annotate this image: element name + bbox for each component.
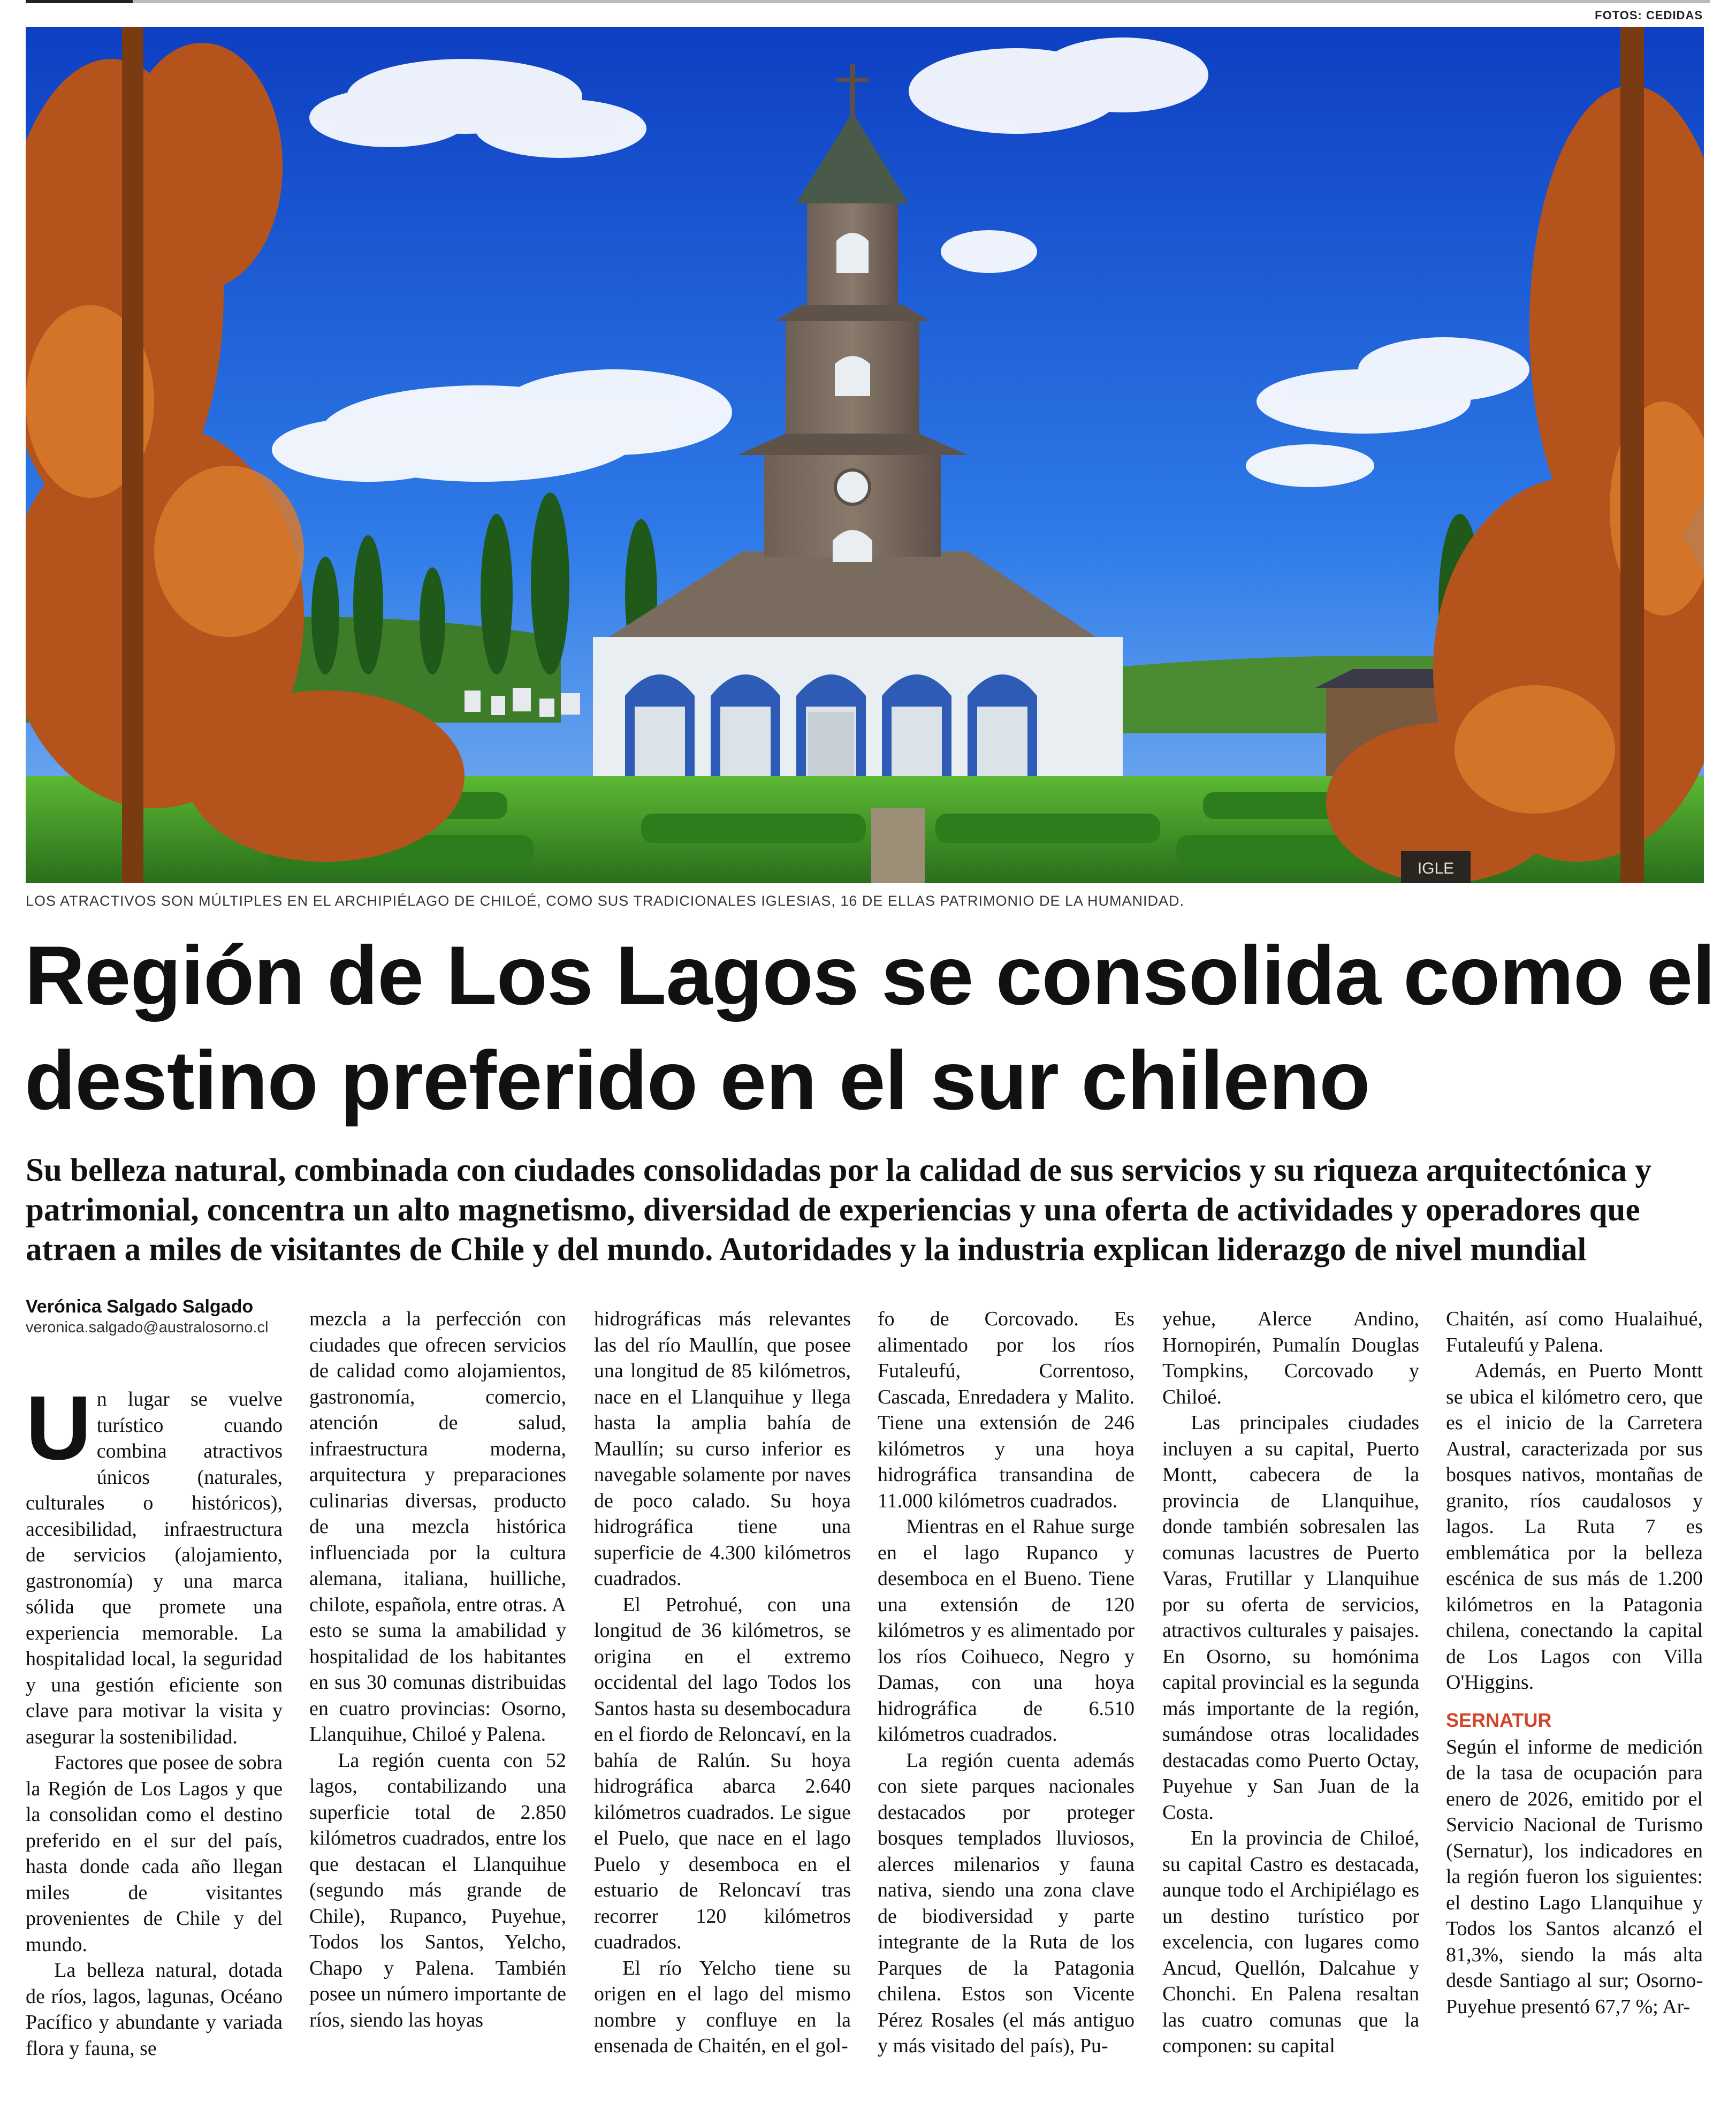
paragraph: mezcla a la perfección con ciudades que ofrecen servicios de calidad como alojamientos, gastronomía, comercio, atención de salud, infraestructura moderna, arquitectura y preparaciones culinarias diversas, producto de una mezcla histórica influenciada por la cultura alemana, italiana, huilliche, chilote, española, entre otras. A esto se suma la amabilidad y hospitalidad de los habitantes en sus 30 comunas distribuidas en cuatro provincias: Osorno, Llanquihue, Chiloé y Palena. xyxy=(309,1308,566,1746)
paragraph: La región cuenta además con siete parques nacionales destacados por proteger bosques templados lluviosos, alerces milenarios y fauna nativa, siendo una zona clave de biodiversidad y parte integrante de la Ruta de los Parques de la Patagonia chilena. Estos son Vicente Pérez Rosales (el más antiguo y más visitado del país), Pu- xyxy=(878,1749,1135,2057)
column-1 xyxy=(26,1386,283,2082)
sign-text: IGLE xyxy=(1417,860,1455,877)
paragraph: n lugar se vuelve turístico cuando combina atractivos únicos (naturales, culturales o históricos), accesibilidad, infraestructura de servicios (alojamiento, gastronomía) y una marca sólida que promete una experiencia memorable. La hospitalidad local, la seguridad y una gestión eficiente son clave para motivar la visita y asegurar la sostenibilidad. xyxy=(26,1388,283,1748)
column-5 xyxy=(1162,1306,1419,2082)
column-2 xyxy=(309,1306,566,2082)
paragraph: La región cuenta con 52 lagos, contabilizando una superficie total de 2.850 kilómetros cuadrados, entre los que destacan el Llanquihue (segundo más grande de Chile), Rupanco, Puyehue, Todos los Santos, Yelcho, Chapo y Palena. También posee un número importante de ríos, siendo las hoyas xyxy=(309,1749,566,2031)
paragraph: Según el informe de medición de la tasa de ocupación para enero de 2026, emitido por el Servicio Nacional de Turismo (Sernatur), los indicadores en la región fueron los siguientes: el destino Lago Llanquihue y Todos los Santos alcanzó el 81,3%, siendo la más alta desde Santiago al sur; Osorno-Puyehue presentó 67,7 %; Ar- xyxy=(1446,1735,1703,2018)
drop-cap: U xyxy=(26,1386,92,1479)
paragraph: Factores que posee de sobra la Región de Los Lagos y que la consolidan como el destino preferido en el sur del país, hasta donde cada año llegan miles de visitantes provenientes de Chile y del mundo. xyxy=(26,1751,283,1956)
paragraph: En la provincia de Chiloé, su capital Castro es destacada, aunque todo el Archipiélago es un destino turístico por excelencia, con lugares como Ancud, Quellón, Dalcahue y Chonchi. En Palena resaltan las cuatro comunas que la componen: su capital xyxy=(1162,1827,1419,2057)
paragraph: Mientras en el Rahue surge en el lago Rupanco y desemboca en el Bueno. Tiene una extensión de 120 kilómetros y es alimentado por los ríos Coihueco, Negro y Damas, con una hoya hidrográfica de 6.510 kilómetros cuadrados. xyxy=(878,1515,1135,1746)
paragraph: El río Yelcho tiene su origen en el lago del mismo nombre y confluye en la ensenada de Chaitén, en el gol- xyxy=(594,1956,851,2057)
paragraph: fo de Corcovado. Es alimentado por los ríos Futaleufú, Correntoso, Cascada, Enredadera y Malito. Tiene una extensión de 246 kilómetros y una hoya hidrográfica transandina de 11.000 kilómetros cuadrados. xyxy=(878,1308,1135,1512)
paragraph: hidrográficas más relevantes las del río Maullín, que posee una longitud de 85 kilómetros, nace en el Llanquihue y llega hasta la amplia bahía de Maullín; su curso inferior es navegable solamente por naves de poco calado. Su hoya hidrográfica tiene una superficie de 4.300 kilómetros cuadrados. xyxy=(594,1308,851,1590)
byline xyxy=(26,1295,293,1337)
church-photo xyxy=(26,27,1704,883)
column-3 xyxy=(594,1306,851,2082)
paragraph: Las principales ciudades incluyen a su capital, Puerto Montt, cabecera de la provincia de Llanquihue, donde también sobresalen las comunas lacustres de Puerto Varas, Frutillar y Llanquihue por su oferta de servicios, atractivos culturales y paisajes. En Osorno, su homónima capital provincial es la segunda más importante de la región, sumándose otras localidades destacadas como Puerto Octay, Puyehue y San Juan de la Costa. xyxy=(1162,1412,1419,1824)
column-6 xyxy=(1446,1306,1703,2082)
deck: Su belleza natural, combinada con ciudades consolidadas por la calidad de sus servicios y su riqueza arquitectónica y patrimonial, concentra un alto magnetismo, diversidad de experiencias y una oferta de actividades y operadores que atraen a miles de visitantes de Chile y del mundo. Autoridades y la industria explican liderazgo de nivel mundial xyxy=(26,1152,1651,1268)
top-rule xyxy=(26,0,1710,3)
paragraph: Además, en Puerto Montt se ubica el kilómetro cero, que es el inicio de la Carretera Austral, caracterizada por sus bosques nativos, montañas de granito, ríos caudalosos y lagos. La Ruta 7 es emblemática por la belleza escénica de sus más de 1.200 kilómetros en la Patagonia chilena, conectando la capital de Los Lagos con Villa O'Higgins. xyxy=(1446,1360,1703,1694)
photo-credit: FOTOS: CEDIDAS xyxy=(1595,9,1703,22)
author-name: Verónica Salgado Salgado xyxy=(26,1296,254,1317)
paragraph: El Petrohué, con una longitud de 36 kilómetros, se origina en el extremo occidental del lago Todos los Santos hasta su desembocadura en el fiordo de Reloncaví, en la bahía de Ralún. Su hoya hidrográfica abarca 2.640 kilómetros cuadrados. Le sigue el Puelo, que nace en el lago Puelo y desemboca en el estuario de Reloncaví tras recorrer 120 kilómetros cuadrados. xyxy=(594,1593,851,1953)
headline: Región de Los Lagos se consolida como el destino preferido en el sur chileno xyxy=(25,929,1715,1127)
photo-caption: LOS ATRACTIVOS SON MÚLTIPLES EN EL ARCHIPIÉLAGO DE CHILOÉ, COMO SUS TRADICIONALES IGLESIAS, 16 DE ELLAS PATRIMONIO DE LA HUMANIDAD. xyxy=(26,893,1185,909)
column-4 xyxy=(878,1306,1135,2082)
paragraph: La belleza natural, dotada de ríos, lagos, lagunas, Océano Pacífico y abundante y variada flora y fauna, se xyxy=(26,1959,283,2060)
paragraph: Chaitén, así como Hualaihué, Futaleufú y Palena. xyxy=(1446,1308,1703,1356)
author-email[interactable]: veronica.salgado@australosorno.cl xyxy=(26,1319,269,1336)
subhead-sernatur: SERNATUR xyxy=(1446,1709,1552,1731)
paragraph: yehue, Alerce Andino, Hornopirén, Pumalín Douglas Tompkins, Corcovado y Chiloé. xyxy=(1162,1308,1419,1408)
